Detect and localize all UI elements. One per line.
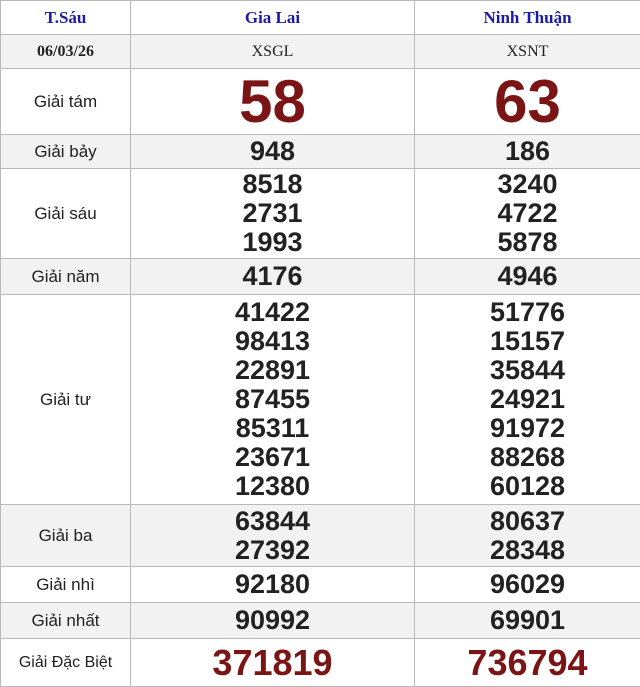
prize-numbers-gia-lai bbox=[131, 505, 415, 567]
day-header[interactable]: T.Sáu bbox=[1, 1, 131, 35]
prize-number: 51776 bbox=[489, 297, 566, 327]
prize-number: 3240 bbox=[497, 169, 558, 199]
prize-number: 15157 bbox=[489, 326, 566, 356]
prize-numbers-ninh-thuan bbox=[415, 295, 640, 505]
prize-number: 35844 bbox=[489, 355, 566, 385]
prize-row-g3 bbox=[1, 505, 640, 567]
prize-number: 22891 bbox=[234, 355, 311, 385]
prize-label: Giải ba bbox=[1, 505, 131, 567]
prize-number: 948 bbox=[131, 135, 415, 169]
prize-number: 85311 bbox=[235, 413, 310, 443]
prize-number: 24921 bbox=[489, 384, 566, 414]
prize-number: 88268 bbox=[489, 442, 566, 472]
prize-number: 27392 bbox=[234, 534, 311, 565]
prize-label: Giải tám bbox=[1, 69, 131, 135]
prize-number: 60128 bbox=[489, 471, 566, 501]
prize-number: 4722 bbox=[497, 198, 558, 228]
prize-row-g6 bbox=[1, 169, 640, 259]
prize-number: 98413 bbox=[234, 326, 311, 356]
prize-number: 23671 bbox=[234, 442, 311, 472]
prize-row-g1 bbox=[1, 603, 640, 639]
prize-number: 1993 bbox=[242, 227, 303, 257]
prize-number: 41422 bbox=[234, 297, 311, 327]
prize-label: Giải nhất bbox=[1, 603, 131, 639]
prize-number: 4946 bbox=[415, 259, 640, 295]
prize-number: 186 bbox=[415, 135, 640, 169]
prize-label: Giải nhì bbox=[1, 567, 131, 603]
prize-label: Giải năm bbox=[1, 259, 131, 295]
prize-number: 736794 bbox=[415, 639, 640, 687]
prize-label: Giải tư bbox=[1, 295, 131, 505]
province-ninh-thuan[interactable]: Ninh Thuận bbox=[415, 1, 640, 35]
prize-number: 28348 bbox=[489, 534, 566, 565]
prize-number: 90992 bbox=[131, 603, 415, 639]
prize-number: 5878 bbox=[497, 227, 558, 257]
prize-number: 80637 bbox=[489, 505, 566, 536]
prize-number: 96029 bbox=[415, 567, 640, 603]
code-ninh-thuan: XSNT bbox=[415, 35, 640, 69]
prize-label: Giải sáu bbox=[1, 169, 131, 259]
prize-number: 8518 bbox=[242, 169, 303, 199]
prize-row-g7 bbox=[1, 135, 640, 169]
prize-number: 63844 bbox=[234, 505, 311, 536]
prize-number: 4176 bbox=[131, 259, 415, 295]
date-row bbox=[1, 35, 640, 69]
prize-numbers-gia-lai bbox=[131, 295, 415, 505]
prize-numbers-gia-lai bbox=[131, 169, 415, 259]
province-gia-lai[interactable]: Gia Lai bbox=[131, 1, 415, 35]
prize-label: Giải Đặc Biệt bbox=[1, 639, 131, 687]
prize-row-g2 bbox=[1, 567, 640, 603]
prize-numbers-ninh-thuan bbox=[415, 505, 640, 567]
prize-row-g4 bbox=[1, 295, 640, 505]
prize-number: 92180 bbox=[131, 567, 415, 603]
prize-number: 2731 bbox=[242, 198, 303, 228]
prize-number: 371819 bbox=[131, 639, 415, 687]
draw-date: 06/03/26 bbox=[1, 35, 131, 69]
prize-row-g8 bbox=[1, 69, 640, 135]
header-row bbox=[1, 1, 640, 35]
prize-number: 58 bbox=[131, 69, 415, 135]
prize-row-special bbox=[1, 639, 640, 687]
prize-number: 12380 bbox=[234, 471, 311, 501]
prize-numbers-ninh-thuan bbox=[415, 169, 640, 259]
prize-number: 69901 bbox=[415, 603, 640, 639]
prize-row-g5 bbox=[1, 259, 640, 295]
prize-number: 87455 bbox=[234, 384, 311, 414]
code-gia-lai: XSGL bbox=[131, 35, 415, 69]
prize-number: 91972 bbox=[489, 413, 566, 443]
prize-number: 63 bbox=[415, 69, 640, 135]
prize-label: Giải bảy bbox=[1, 135, 131, 169]
